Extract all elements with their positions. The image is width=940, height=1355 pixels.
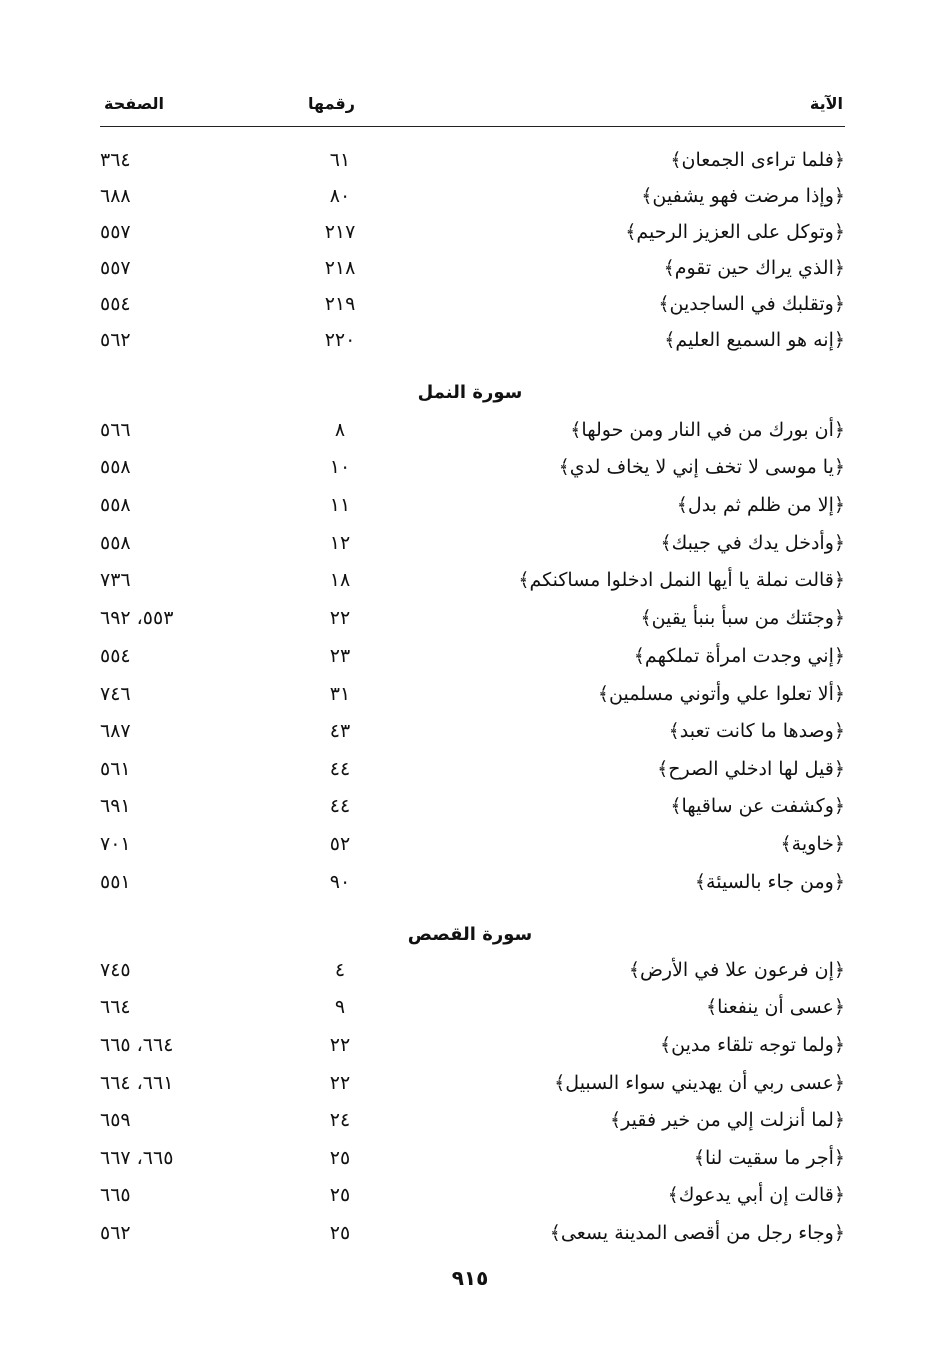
table-row [100,751,845,787]
verse-number: ٤٤ [329,795,351,817]
verse-text: ﴿وجاء رجل من أقصى المدينة يسعى﴾ [549,1222,845,1244]
page-reference: ٥٥٨ [100,456,131,478]
table-row [100,826,845,862]
verse-text: ﴿وتقلبك في الساجدين﴾ [658,293,845,315]
verse-text: ﴿عسى ربي أن يهديني سواء السبيل﴾ [554,1072,845,1094]
page-reference: ٦٦٥، ٦٦٧ [100,1147,174,1169]
page-reference: ٥٥٧ [100,221,131,243]
page-reference: ٥٦٢ [100,329,131,351]
page-reference: ٥٥٧ [100,257,131,279]
page-reference: ٥٥٨ [100,532,131,554]
verse-number: ٤ [334,959,346,981]
table-row [100,1027,845,1063]
verse-text: ﴿وصدها ما كانت تعبد﴾ [668,720,845,742]
verse-number: ١٨ [329,569,351,591]
verse-number: ٢٥ [329,1222,351,1244]
page-reference: ٦٦٥ [100,1184,131,1206]
verse-number: ٨٠ [329,185,351,207]
table-row [100,1215,845,1251]
table-row [100,487,845,523]
surah-heading: سورة النمل [417,382,523,403]
verse-text: ﴿وتوكل على العزيز الرحيم﴾ [625,221,845,243]
page-reference: ٧٤٦ [100,683,131,705]
table-row [100,989,845,1025]
page-reference: ٦٨٨ [100,185,131,207]
page-reference: ٥٦٢ [100,1222,131,1244]
page-reference: ٥٦١ [100,758,131,780]
page-reference: ٦٦٤، ٦٦٥ [100,1034,174,1056]
verse-text: ﴿خاوية﴾ [780,833,845,855]
verse-text: ﴿إن فرعون علا في الأرض﴾ [628,959,845,981]
verse-text: ﴿وجئتك من سبأ بنبأ يقين﴾ [640,607,845,629]
verse-number: ٢٢ [329,1072,351,1094]
verse-number: ٢٤ [329,1109,351,1131]
table-row [100,525,845,561]
table-row [100,864,845,900]
verse-text: ﴿ولما توجه تلقاء مدين﴾ [660,1034,845,1056]
page-column-header: الصفحة [104,94,165,113]
verse-number: ٢٥ [329,1184,351,1206]
table-row [100,142,845,178]
verse-number: ٤٤ [329,758,351,780]
page-reference: ٧٤٥ [100,959,131,981]
table-row [100,788,845,824]
page-reference: ٦٨٧ [100,720,131,742]
verse-number: ٢٣ [329,645,351,667]
verse-number: ٩ [334,996,346,1018]
verse-text: ﴿عسى أن ينفعنا﴾ [705,996,845,1018]
table-row [100,214,845,250]
table-row [100,676,845,712]
verse-text: ﴿فلما تراءى الجمعان﴾ [670,149,845,171]
table-row [100,600,845,636]
table-row [100,1140,845,1176]
verse-number: ٢٢٠ [324,329,356,351]
verse-text: ﴿قيل لها ادخلي الصرح﴾ [657,758,845,780]
surah-heading: سورة القصص [407,924,533,945]
page-reference: ٥٦٦ [100,419,131,441]
verse-number: ٨ [334,419,346,441]
verse-text: ﴿أجر ما سقيت لنا﴾ [693,1147,845,1169]
table-row [100,250,845,286]
verse-column-header: الآية [809,94,843,113]
verse-text: ﴿إنه هو السميع العليم﴾ [664,329,845,351]
page-number: ٩١٥ [451,1266,489,1290]
verse-number: ٢٢ [329,607,351,629]
verse-text: ﴿ومن جاء بالسيئة﴾ [694,871,845,893]
table-row [100,1177,845,1213]
table-row [100,952,845,988]
page-reference: ٥٥٤ [100,293,131,315]
verse-number: ١٠ [329,456,351,478]
verse-number: ١١ [329,494,351,516]
table-header [100,86,845,127]
verse-number: ١٢ [329,532,351,554]
verse-number: ٢٥ [329,1147,351,1169]
page-reference: ٣٦٤ [100,149,131,171]
page-reference: ٧٠١ [100,833,131,855]
table-row [100,1102,845,1138]
verse-text: ﴿إني وجدت امرأة تملكهم﴾ [633,645,845,667]
verse-number: ٢١٨ [324,257,356,279]
verse-number: ٢١٧ [324,221,356,243]
table-row [100,449,845,485]
verse-text: ﴿وإذا مرضت فهو يشفين﴾ [641,185,845,207]
verse-number: ٦١ [329,149,351,171]
page-reference: ٦٦١، ٦٦٤ [100,1072,174,1094]
table-row [100,412,845,448]
page-reference: ٥٥٣، ٦٩٢ [100,607,174,629]
page-reference: ٦٦٤ [100,996,131,1018]
verse-number: ٤٣ [329,720,351,742]
page-reference: ٦٥٩ [100,1109,131,1131]
page-reference: ٧٣٦ [100,569,131,591]
page-reference: ٥٥٨ [100,494,131,516]
verse-number: ٥٢ [329,833,351,855]
verse-text: ﴿قالت إن أبي يدعوك﴾ [667,1184,845,1206]
table-row [100,638,845,674]
table-row [100,322,845,358]
verse-text: ﴿الذي يراك حين تقوم﴾ [663,257,845,279]
verse-text: ﴿ألا تعلوا علي وأتوني مسلمين﴾ [597,683,845,705]
table-row [100,286,845,322]
table-row [100,562,845,598]
verse-number: ٩٠ [329,871,351,893]
verse-text: ﴿وأدخل يدك في جيبك﴾ [660,532,845,554]
table-row [100,178,845,214]
verse-number: ٢١٩ [324,293,356,315]
page-reference: ٥٥١ [100,871,131,893]
verse-number: ٢٢ [329,1034,351,1056]
table-row [100,1065,845,1101]
verse-text: ﴿وكشفت عن ساقيها﴾ [670,795,845,817]
verse-text: ﴿لما أنزلت إلي من خير فقير﴾ [610,1109,845,1131]
verse-text: ﴿إلا من ظلم ثم بدل﴾ [676,494,845,516]
page-reference: ٦٩١ [100,795,131,817]
page-reference: ٥٥٤ [100,645,131,667]
table-row [100,713,845,749]
verse-text: ﴿قالت نملة يا أيها النمل ادخلوا مساكنكم﴾ [518,569,845,591]
number-column-header: رقمها [308,94,355,113]
verse-number: ٣١ [329,683,351,705]
verse-text: ﴿أن بورك من في النار ومن حولها﴾ [570,419,845,441]
verse-text: ﴿يا موسى لا تخف إني لا يخاف لدي﴾ [558,456,845,478]
